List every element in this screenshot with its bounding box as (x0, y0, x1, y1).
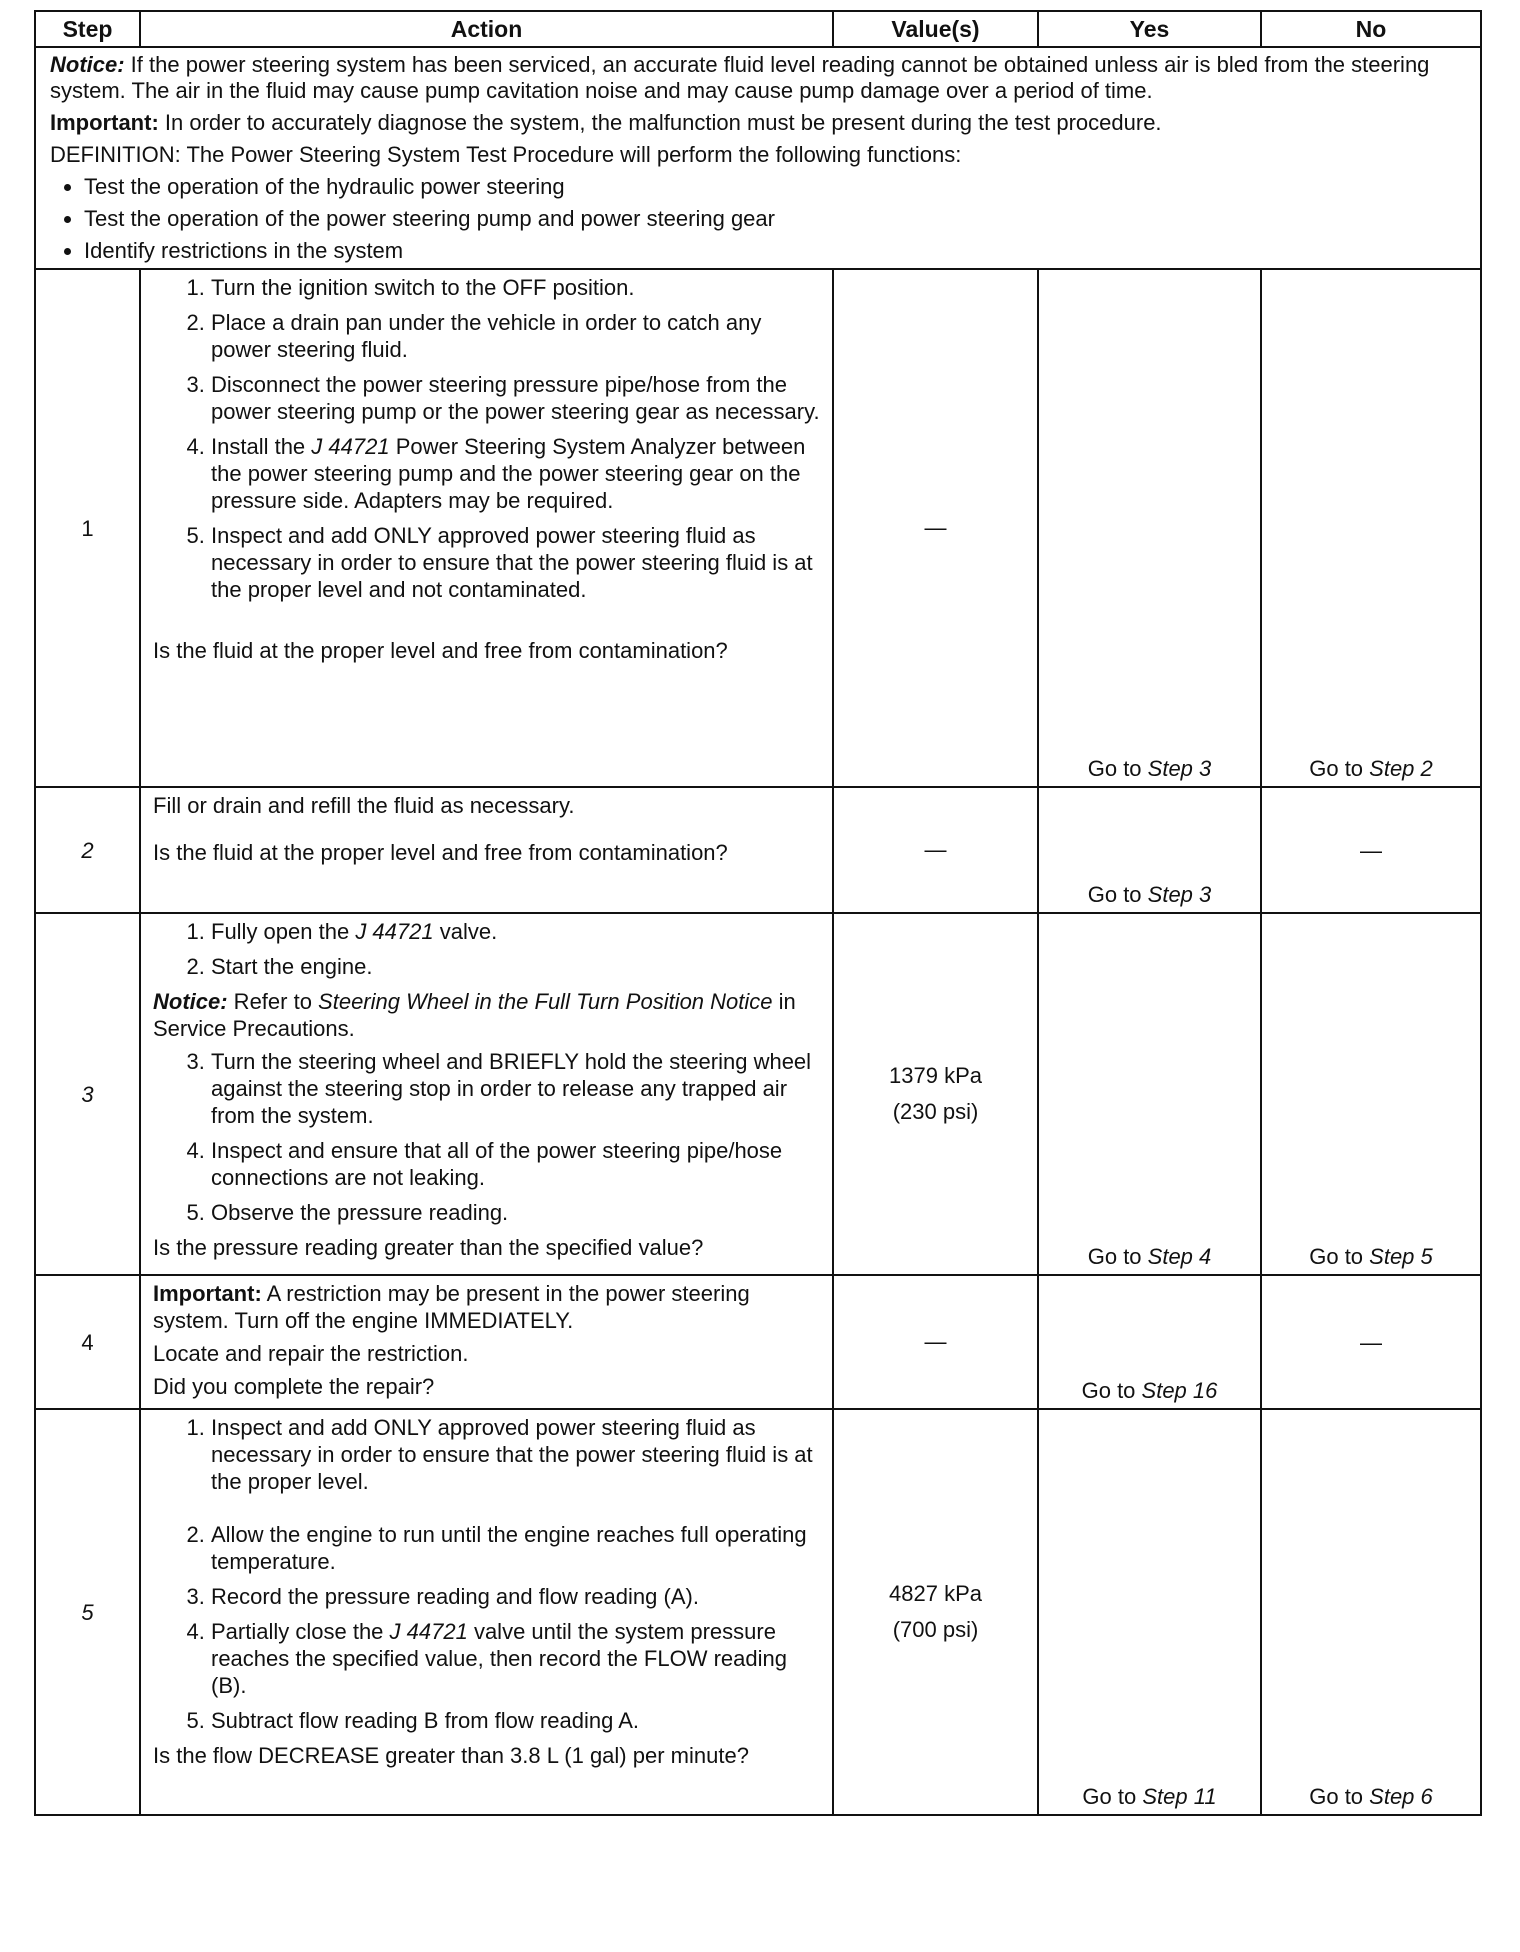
no-value: — (1261, 787, 1481, 913)
function-item: • Identify restrictions in the system (84, 238, 1470, 264)
value-psi: (230 psi) (892, 1099, 979, 1124)
diagnostic-table (34, 10, 1482, 1816)
important-text: In order to accurately diagnose the system, the malfunction must be present during the test procedure. (158, 110, 1162, 135)
step-row-1 (35, 269, 1481, 787)
intro-cell (35, 47, 1481, 269)
instruction: 5. Subtract flow reading B from flow reading A. (211, 1707, 822, 1734)
step-row-2 (35, 787, 1481, 913)
no-link[interactable] (1261, 269, 1481, 787)
step-value: — (833, 269, 1038, 787)
notice-label: Notice: (153, 989, 228, 1014)
instruction: 2. Start the engine. (211, 953, 822, 980)
step-action (140, 913, 833, 1275)
step-action (140, 787, 833, 913)
instruction-list (153, 918, 822, 980)
notice-text: in Service Precautions. (153, 989, 796, 1041)
go-to-text: Go to (1309, 1244, 1370, 1269)
step-value (833, 913, 1038, 1275)
instruction (211, 918, 822, 945)
instruction: 3. Disconnect the power steering pressure pipe/hose from the power steering pump or the power steering gear as necessary. (211, 371, 822, 425)
step-value: — (833, 787, 1038, 913)
step-ref: Step 16 (1141, 1378, 1218, 1403)
header-values: Value(s) (833, 11, 1038, 47)
step-question: Is the flow DECREASE greater than 3.8 L (1 gal) per minute? (153, 1743, 749, 1768)
value-psi: (700 psi) (892, 1617, 979, 1642)
header-row (35, 11, 1481, 47)
instruction-text: Partially close the (211, 1619, 390, 1644)
go-to-text: Go to (1082, 1784, 1143, 1809)
tool-ref: J 44721 (311, 434, 390, 459)
tool-ref: J 44721 (355, 919, 434, 944)
step-number: 4 (35, 1275, 140, 1409)
step-ref: Step 4 (1147, 1244, 1212, 1269)
yes-link[interactable] (1038, 1275, 1261, 1409)
step-text: Locate and repair the restriction. (153, 1341, 469, 1366)
instruction-text: Fully open the (211, 919, 356, 944)
step-ref: Step 11 (1142, 1784, 1217, 1809)
step-text: Fill or drain and refill the fluid as necessary. (153, 793, 575, 818)
important-label: Important: (153, 1281, 262, 1306)
instruction-text: valve. (433, 919, 498, 944)
notice-text: Refer to (227, 989, 319, 1014)
instruction: 4. Inspect and ensure that all of the power steering pipe/hose connections are not leaking. (211, 1137, 822, 1191)
step-question: Is the pressure reading greater than the specified value? (153, 1235, 704, 1260)
step-ref: Step 6 (1369, 1784, 1433, 1809)
step-ref: Step 5 (1369, 1244, 1433, 1269)
step-row-5 (35, 1409, 1481, 1815)
step-ref: Step 3 (1147, 756, 1212, 781)
instruction-list (153, 1414, 822, 1734)
step-important (153, 1280, 822, 1334)
step-number: 1 (35, 269, 140, 787)
no-value: — (1261, 1275, 1481, 1409)
yes-link[interactable] (1038, 787, 1261, 913)
step-notice (153, 988, 822, 1042)
go-to-text: Go to (1087, 1244, 1148, 1269)
step-question: Is the fluid at the proper level and free from contamination? (153, 638, 728, 663)
instruction: 1. Inspect and add ONLY approved power steering fluid as necessary in order to ensure that the power steering fluid is at the proper level. (211, 1414, 822, 1495)
tool-ref: J 44721 (389, 1619, 468, 1644)
important-label: Important: (50, 110, 159, 135)
intro-notice (50, 52, 1470, 104)
instruction: 3. Turn the steering wheel and BRIEFLY hold the steering wheel against the steering stop in order to release any trapped air from the system. (211, 1048, 822, 1129)
function-item: • Test the operation of the power steering pump and power steering gear (84, 206, 1470, 232)
step-value: — (833, 1275, 1038, 1409)
value-kpa: 4827 kPa (889, 1581, 982, 1606)
instruction: 3. Record the pressure reading and flow reading (A). (211, 1583, 822, 1610)
go-to-text: Go to (1309, 756, 1370, 781)
notice-label: Notice: (50, 52, 125, 77)
instruction (211, 1618, 822, 1699)
step-row-4 (35, 1275, 1481, 1409)
go-to-text: Go to (1309, 1784, 1370, 1809)
go-to-text: Go to (1081, 1378, 1142, 1403)
step-action (140, 1275, 833, 1409)
header-no: No (1261, 11, 1481, 47)
function-list (50, 174, 1470, 264)
step-question: Is the fluid at the proper level and free from contamination? (153, 840, 728, 865)
notice-ref: Steering Wheel in the Full Turn Position Notice (318, 989, 773, 1014)
function-item: • Test the operation of the hydraulic power steering (84, 174, 1470, 200)
instruction: 2. Place a drain pan under the vehicle in order to catch any power steering fluid. (211, 309, 822, 363)
instruction: 2. Allow the engine to run until the engine reaches full operating temperature. (211, 1521, 822, 1575)
no-link[interactable] (1261, 1409, 1481, 1815)
intro-definition: DEFINITION: The Power Steering System Test Procedure will perform the following functions: (50, 142, 962, 167)
instruction (211, 433, 822, 514)
value-kpa: 1379 kPa (889, 1063, 982, 1088)
instruction: 5. Observe the pressure reading. (211, 1199, 822, 1226)
instruction-list (153, 1048, 822, 1226)
go-to-text: Go to (1087, 756, 1148, 781)
step-action (140, 1409, 833, 1815)
step-number: 3 (35, 913, 140, 1275)
important-text: A restriction may be present in the power steering system. Turn off the engine IMMEDIATELY. (153, 1281, 750, 1333)
instruction-list (153, 274, 822, 603)
step-ref: Step 3 (1147, 882, 1212, 907)
intro-row (35, 47, 1481, 269)
step-action (140, 269, 833, 787)
step-question: Did you complete the repair? (153, 1374, 435, 1399)
step-row-3 (35, 913, 1481, 1275)
instruction-text: Install the (211, 434, 312, 459)
header-step: Step (35, 11, 140, 47)
step-value (833, 1409, 1038, 1815)
step-ref: Step 2 (1369, 756, 1433, 781)
yes-link[interactable] (1038, 269, 1261, 787)
go-to-text: Go to (1087, 882, 1148, 907)
header-yes: Yes (1038, 11, 1261, 47)
no-link[interactable] (1261, 913, 1481, 1275)
notice-text: If the power steering system has been serviced, an accurate fluid level reading cannot be obtained unless air is bled from the steering system. The air in the fluid may cause pump cavitation noise and may cause pump damage over a period of time. (50, 52, 1430, 103)
yes-link[interactable] (1038, 1409, 1261, 1815)
instruction-text: Power Steering System Analyzer between the power steering pump and the power steering gear on the pressure side. Adapters may be required. (211, 434, 806, 513)
instruction: 5. Inspect and add ONLY approved power steering fluid as necessary in order to ensure that the power steering fluid is at the proper level and not contaminated. (211, 522, 822, 603)
instruction-text: valve until the system pressure reaches the specified value, then record the FLOW reading (B). (211, 1619, 787, 1698)
header-action: Action (140, 11, 833, 47)
step-number: 5 (35, 1409, 140, 1815)
instruction: 1. Turn the ignition switch to the OFF position. (211, 274, 822, 301)
intro-important (50, 110, 1470, 136)
step-number: 2 (35, 787, 140, 913)
yes-link[interactable] (1038, 913, 1261, 1275)
